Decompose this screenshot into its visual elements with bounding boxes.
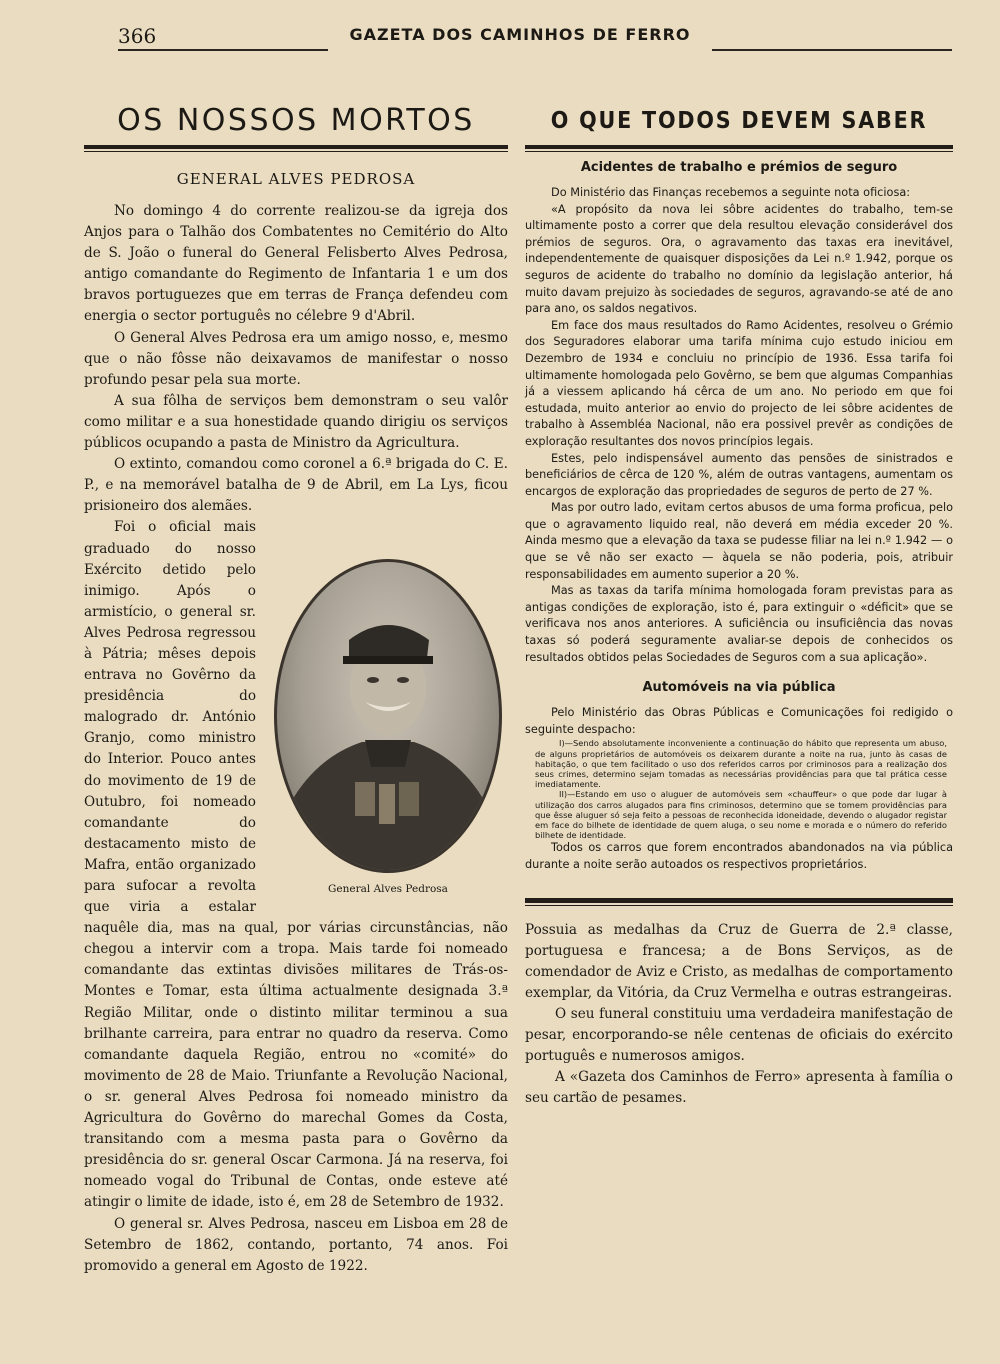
obituary-paragraph: O General Alves Pedrosa era um amigo nosso, e, mesmo que o não fôsse não deixavamos de manifestar o nosso profundo pesar pela sua morte. [84, 329, 508, 388]
wrap-block [84, 517, 508, 1213]
portrait-photo [274, 559, 502, 873]
continuation-rule [525, 898, 953, 906]
obituary-paragraph: A sua fôlha de serviços bem demonstram o seu valôr como militar e a sua honestidade quando dirigiu os serviços públicos ocupando a pasta de Ministro da Agricultura. [84, 392, 508, 452]
running-title: GAZETA DOS CAMINHOS DE FERRO [349, 25, 691, 44]
section-title-cars: Automóveis na via pública [642, 680, 836, 696]
insurance-paragraph: Em face dos maus resultados do Ramo Acidentes, resolveu o Grémio dos Seguradores elaborar uma tarifa mínima cujo estudo iniciou em Dezembro de 1934 e concluiu no princípio de 1936. Essa tarifa foi ultimamente homologada pelo Govêrno, se bem que algumas Companhias já a viessem aplicando há cêrca de um ano. No periodo em que foi estudada, muito anterior ao envio do projecto de lei sôbre acidentes de trabalho à Assembléa Nacional, não era possivel prevêr as condições de exploração resultantes dos novos princípios legais. [525, 318, 953, 448]
headline-rule-thin [84, 151, 508, 152]
section-title-insurance: Acidentes de trabalho e prémios de seguro [580, 160, 898, 175]
continuation-paragraph: A «Gazeta dos Caminhos de Ferro» apresenta à família o seu cartão de pesames. [525, 1069, 953, 1107]
obituary-paragraph: Foi o oficial mais graduado do nosso Exército detido pelo inimigo. Após o armistício, o general sr. Alves Pedrosa regressou à Pátria; mêses depois entrava no Govêrno da presidência do malogrado dr. António Granjo, como ministro do Interior. Pouco antes do movimento de 19 de Outubro, foi nomeado comandante do destacamento misto de Mafra, então organizado para sufocar a revolta que viria a estalar naquêle dia, mas na qual, por várias circunstâncias, não chegou a intervir com a tropa. Mais tarde foi nomeado comandante das extintas divisões militares de Trás-os-Montes e Tomar, esta última actualmente designada 3.ª Região Militar, onde o distinto militar terminou a sua brilhante carreira, para entrar no quadro da reserva. Como comandante daquela Região, entrou no «comité» do movimento de 28 de Maio. Triunfante a Revolução Nacional, o sr. general Alves Pedrosa foi nomeado ministro da Agricultura do Govêrno do marechal Gomes da Costa, transitando com a mesma pasta para o Govêrno da presidência do sr. general Oscar Carmona. Já na reserva, foi nomeado vogal do Tribunal de Contas, onde esteve até atingir o limite de idade, isto é, em 28 de Setembro de 1932. [84, 519, 508, 1211]
notices-headline: O QUE TODOS DEVEM SABER [550, 108, 928, 134]
insurance-paragraph: Mas por outro lado, evitam certos abusos de uma forma proficua, pelo que o agravamento liquido real, não deverá em média exceder 20 %. Ainda mesmo que a elevação da taxa se pudesse filiar na lei n.º 1.942 — o que se vê não ser exacto — àquela se não poderia, pois, atribuir responsabilidades em aumento superior a 20 %. [525, 501, 953, 581]
portrait-caption: General Alves Pedrosa [328, 883, 448, 896]
obituary-paragraph: No domingo 4 do corrente realizou-se da igreja dos Anjos para o Talhão dos Combatentes no Cemitério do Alto de S. João o funeral do General Felisberto Alves Pedrosa, antigo comandante do Regimento de Infantaria 1 e um dos bravos portuguezes que em terras de França defendeu com energia o sector português no célebre 9 d'Abril. [84, 203, 508, 325]
obituary-headline: OS NOSSOS MORTOS [117, 103, 475, 138]
insurance-paragraph: Mas as taxas da tarifa mínima homologada foram previstas para as antigas condições de exploração, isto é, para extinguir o «déficit» que se verificava nos anos anteriores. A suficiência ou insuficiência das novas taxas só poderá seguramente avaliar-se depois de conhecidos os resultados obtidos pelas Sociedades de Seguros com a sua aplicação». [525, 584, 953, 664]
continuation-paragraph: O seu funeral constituiu uma verdadeira manifestação de pesar, encorporando-se nêle centenas de oficiais do exército português e numerosos amigos. [525, 1006, 953, 1065]
continuation-rule-thin [525, 905, 953, 906]
portrait-illustration [277, 562, 499, 870]
insurance-paragraph: Estes, pelo indispensável aumento das pensões de sinistrados e beneficiários de cêrca de 120 %, além de outras vantagens, aumentam os encargos de exploração das propriedades de seguros de perto de 27 %. [525, 451, 953, 498]
notices-rule-thin [525, 151, 953, 152]
portrait-figure [268, 559, 508, 895]
headline-rule-thick [84, 145, 508, 149]
left-column [84, 100, 508, 1277]
header-rule-right [712, 49, 952, 51]
obituary-paragraph: O extinto, comandou como coronel a 6.ª brigada do C. E. P., e na memorável batalha de 9 de Abril, em La Lys, ficou prisioneiro dos alemães. [84, 456, 508, 515]
decree-item: I)—Sendo absolutamente inconveniente a continuação do hábito que representa um abuso, de alguns proprietários de automóveis os deixarem durante a noite na rua, junto às casas de habitação, o que tem facilitado o uso dos referidos carros por criminosos para a realização dos seus crimes, determino sejam tomadas as necessárias providências para que tal prática cesse imediatamente. [535, 738, 947, 790]
continuation-paragraph: Possuia as medalhas da Cruz de Guerra de 2.ª classe, portuguesa e francesa; a de Bons Serviços, as de comendador de Aviz e Cristo, as medalhas de comportamento exemplar, da Vitória, da Cruz Vermelha e outras estrangeiras. [525, 921, 953, 1001]
page-number: 366 [118, 24, 157, 48]
continuation-rule-thick [525, 898, 953, 903]
insurance-paragraph: «A propósito da nova lei sôbre acidentes do trabalho, tem-se ultimamente posto a correr que dela resultou elevação considerável dos prémios de seguros. Ora, o agravamento das taxas era inevitável, independentemente de quaisquer disposições da Lei n.º 1.942, porque os seguros de acidente do trabalho no domínio da legislação anterior, há muito davam prejuizo às sociedades de seguros, agravando-se até de ano para ano, os saldos negativos. [525, 202, 953, 316]
cars-intro: Pelo Ministério das Obras Públicas e Comunicações foi redigido o seguinte despacho: [525, 706, 953, 736]
notices-rule-thick [525, 145, 953, 149]
insurance-paragraph: Do Ministério das Finanças recebemos a seguinte nota oficiosa: [551, 186, 911, 199]
obituary-continuation [525, 920, 953, 1110]
decree-item: II)—Estando em uso o aluguer de automóveis sem «chauffeur» o que pode dar lugar à utilização dos carros alugados para fins criminosos, determino que se tomem providências para que êsse aluguer só seja feito a pessoas de reconhecida idoneidade, devendo o alugador registar em face do bilhete de identidade de quem aluga, o seu nome e morada e o número do referido bilhete de identidade. [535, 789, 947, 841]
header-rule-left [118, 49, 328, 51]
obituary-paragraph: O general sr. Alves Pedrosa, nasceu em Lisboa em 28 de Setembro de 1862, contando, portanto, 74 anos. Foi promovido a general em Agosto de 1922. [84, 1215, 508, 1274]
right-column [525, 100, 953, 1109]
obituary-subhead: GENERAL ALVES PEDROSA [176, 170, 416, 188]
cars-closing: Todos os carros que forem encontrados abandonados na via pública durante a noite serão autoados os respectivos proprietários. [525, 841, 953, 872]
